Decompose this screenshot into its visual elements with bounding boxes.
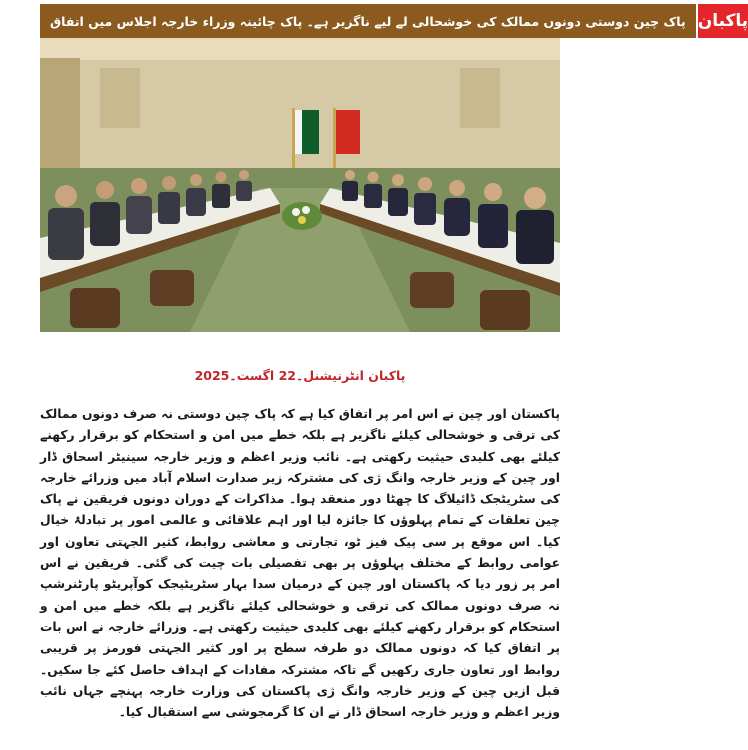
meeting-photo	[40, 38, 560, 332]
headline-banner	[40, 4, 748, 38]
curtain-left	[40, 58, 80, 178]
headline-box	[40, 4, 696, 38]
brand-name: پاکبان	[697, 11, 748, 31]
wall-panel-right	[460, 68, 500, 128]
ceiling	[40, 38, 560, 60]
meeting-room-illustration	[40, 38, 560, 332]
china-flag	[336, 110, 360, 154]
article-body: پاکستان اور چین نے اس امر پر اتفاق کیا ہے کہ پاک چین دوستی نہ صرف دونوں ممالک کی ترقی و خوشحالی کیلئے ناگزیر ہے بلکہ خطے میں امن و استحکام کو برقرار رکھنے کیلئے بھی کلیدی حیثیت رکھتی ہے۔ نائب وزیر اعظم و وزیر خارجہ سینیٹر اسحاق ڈار اور چین کے وزیر خارجہ وانگ ژی کی مشترکہ زیر صدارت اسلام آباد میں وزرائے خارجہ کی سٹریٹجک ڈائیلاگ کا چھٹا دور منعقد ہوا۔ مذاکرات کے دوران دونوں فریقین نے پاک چین تعلقات کے تمام پہلوؤں کا جائزہ لیا اور اہم علاقائی و عالمی امور پر تبادلۂ خیال کیا۔ اس موقع پر سی پیک فیز ٹو، تجارتی و معاشی روابط، کثیر الجہتی تعاون اور عوامی روابط کے مختلف پہلوؤں پر بھی تفصیلی بات چیت کی گئی۔ فریقین نے اس امر پر زور دیا کہ پاکستان اور چین کے درمیان سدا بہار سٹریٹیجک کوآپریٹو پارٹنرشپ نہ صرف دونوں ممالک کی ترقی و خوشحالی کیلئے ناگزیر ہے بلکہ خطے میں امن و استحکام کو برقرار رکھنے کیلئے بھی کلیدی حیثیت رکھتی ہے۔ وزرائے خارجہ نے اس بات پر اتفاق کیا کہ دونوں ممالک دو طرفہ سطح پر اور کثیر الجہتی فورمز پر قریبی روابط اور تعاون جاری رکھیں گے تاکہ مشترکہ مفادات کے اہداف حاصل کئے جا سکیں۔ قبل ازیں چین کے وزیر خارجہ وانگ ژی پاکستان کی وزارت خارجہ پہنچے جہاں نائب وزیر اعظم و وزیر خارجہ اسحاق ڈار نے ان کا گرمجوشی سے استقبال کیا۔	[40, 407, 560, 720]
dateline: پاکبان انٹرنیشنل۔22 اگست۔2025	[194, 368, 406, 383]
headline-text: پاک چین دوستی دونوں ممالک کی خوشحالی لے لیے ناگزیر ہے۔ پاک چائینہ وزراء خارجہ اجلاس میں اتفاق	[50, 13, 686, 29]
wall-panel-left	[100, 68, 140, 128]
brand-logo	[698, 4, 748, 38]
